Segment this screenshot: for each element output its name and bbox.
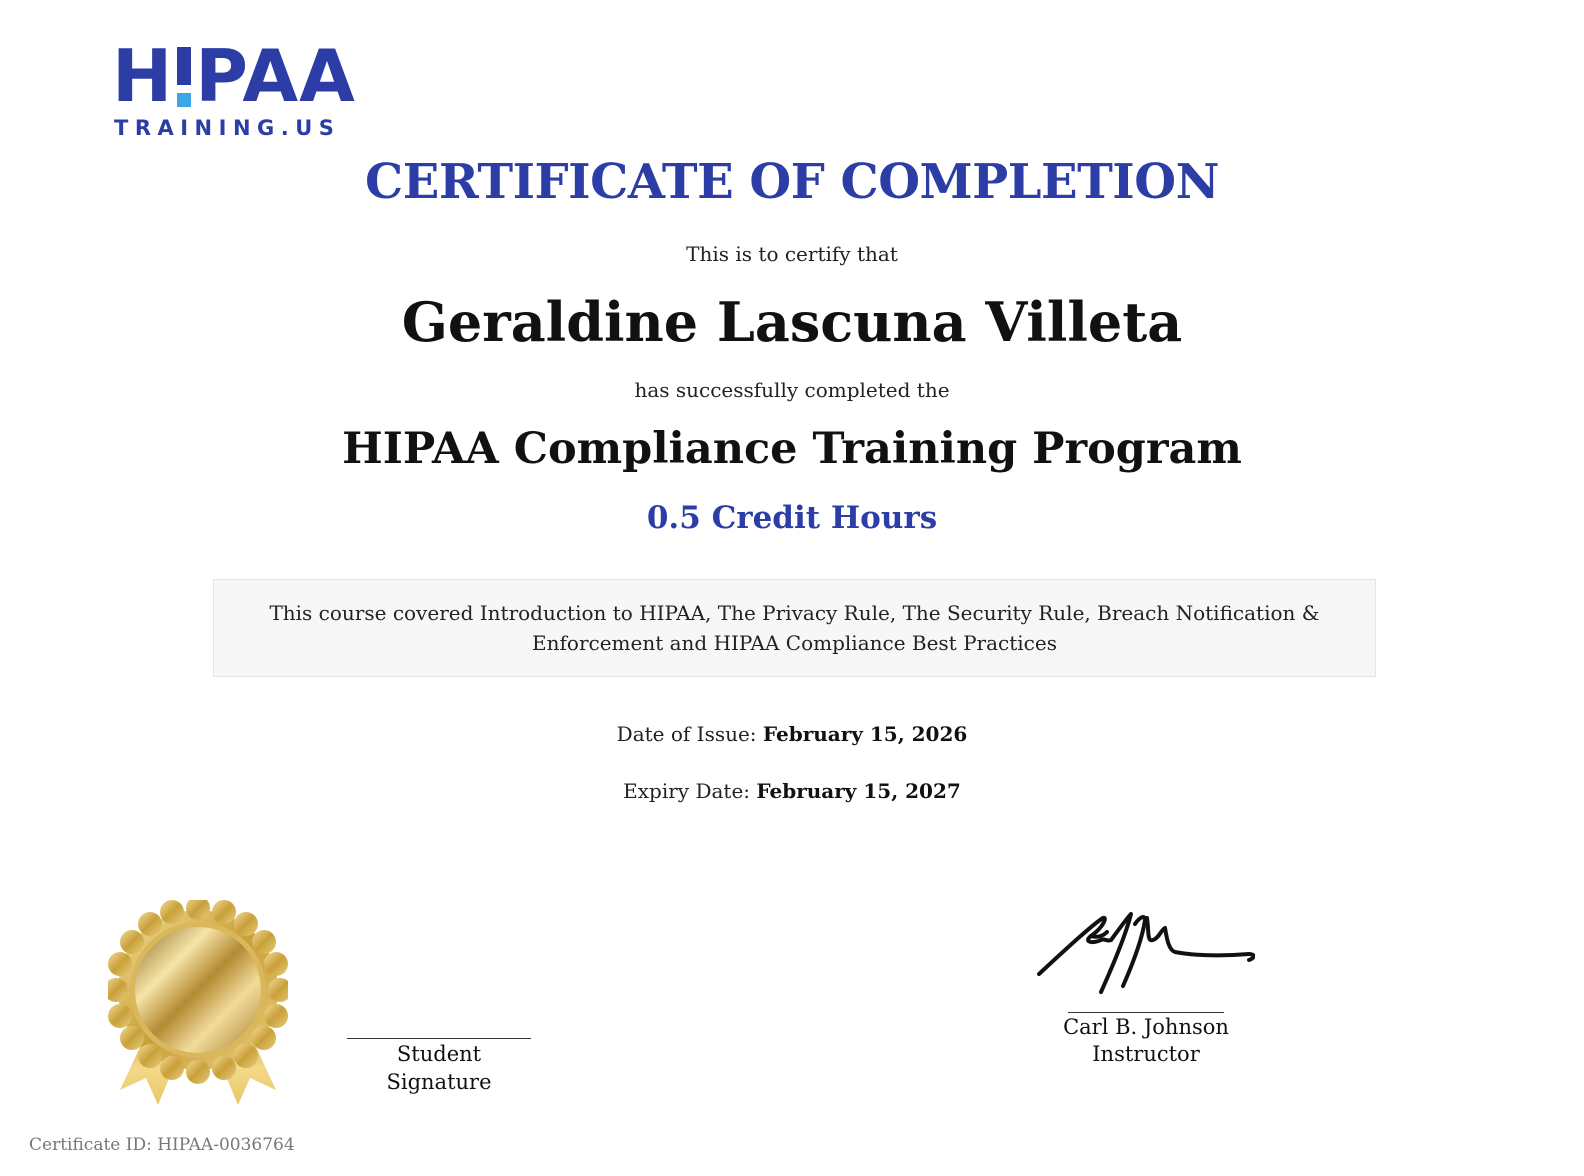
logo-exclamation-icon [175,47,193,107]
completed-text: has successfully completed the [634,378,950,402]
instructor-role: Instructor [1092,1042,1200,1066]
course-name: HIPAA Compliance Training Program [342,424,1242,474]
logo-letters-paa: PAA [195,34,356,118]
issue-date-line [0,722,1584,746]
student-signature-line [347,1038,531,1039]
logo-subtitle: TRAINING.US [114,116,341,140]
handwritten-signature-icon [1035,910,1255,1002]
gold-seal-icon [108,900,288,1125]
certificate-title: CERTIFICATE OF COMPLETION [365,154,1219,210]
issue-date-value: February 15, 2026 [762,722,968,746]
recipient-name: Geraldine Lascuna Villeta [401,290,1183,354]
expiry-date-line [0,779,1584,803]
instructor-name: Carl B. Johnson [1063,1015,1229,1039]
logo-wordmark [112,34,356,118]
course-description: This course covered Introduction to HIPAA, The Privacy Rule, The Security Rule, Breach Notification & Enforcement and HIPAA Compliance Best Practices [269,601,1320,655]
student-signature-label: Student Signature [386,1042,492,1094]
issue-date-label: Date of Issue: [616,722,757,746]
certificate-id: Certificate ID: HIPAA-0036764 [29,1135,295,1155]
student-signature-block [347,1038,531,1096]
expiry-date-label: Expiry Date: [623,779,751,803]
logo-letter-h: H [112,34,174,118]
certify-text: This is to certify that [686,242,898,266]
expiry-date-value: February 15, 2027 [756,779,961,803]
hipaa-training-logo [112,34,362,140]
course-description-box [213,579,1376,677]
credit-hours: 0.5 Credit Hours [646,500,938,536]
